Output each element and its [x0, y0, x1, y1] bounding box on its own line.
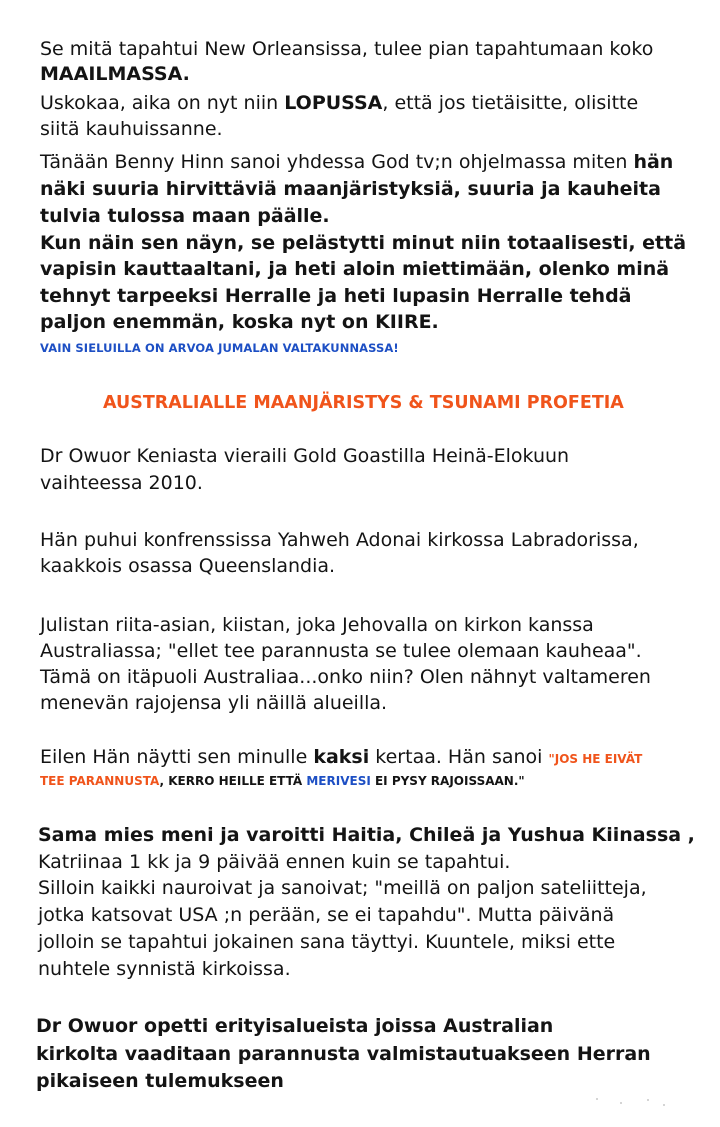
- paragraph-10-line-2: kirkolta vaaditaan parannusta valmistautuakseen Herran: [36, 1043, 651, 1065]
- text-run: , että jos tietäisitte, olisitte: [382, 92, 639, 114]
- paragraph-3-line-1: [40, 149, 673, 175]
- paragraph-7-line-2: Australiassa; "ellet tee parannusta se tulee olemaan kauheaa".: [40, 640, 642, 662]
- paragraph-9-line-5: jolloin se tapahtui jokainen sana täyttyi. Kuuntele, miksi ette: [38, 931, 616, 953]
- paragraph-1-line-2: MAAILMASSA.: [40, 63, 190, 85]
- paragraph-5-line-1: Dr Owuor Keniasta vieraili Gold Goastilla Heinä-Elokuun: [40, 445, 570, 467]
- paragraph-7-line-3: Tämä on itäpuoli Australiaa...onko niin? Olen nähnyt valtameren: [40, 666, 651, 688]
- paragraph-2-line-2: siitä kauhuissanne.: [40, 118, 223, 140]
- paragraph-10-line-3: pikaiseen tulemukseen: [36, 1070, 284, 1092]
- scan-speck: [663, 1104, 665, 1106]
- paragraph-9-line-1: Sama mies meni ja varoitti Haitia, Chileä ja Yushua Kiinassa ,: [38, 824, 695, 846]
- paragraph-1-line-1: Se mitä tapahtui New Orleansissa, tulee pian tapahtumaan koko: [40, 38, 654, 60]
- text-run: Eilen Hän näytti sen minulle: [40, 746, 314, 768]
- paragraph-6-line-1: Hän puhui konfrenssissa Yahweh Adonai kirkossa Labradorissa,: [40, 529, 639, 551]
- paragraph-7-line-4: menevän rajojensa yli näillä alueilla.: [40, 692, 388, 714]
- paragraph-9-line-4: jotka katsovat USA ;n perään, se ei tapahdu". Mutta päivänä: [38, 904, 615, 926]
- paragraph-5-line-2: vaihteessa 2010.: [40, 472, 203, 494]
- text-run: Tänään Benny Hinn sanoi yhdessa God tv;n ohjelmassa miten: [40, 151, 634, 173]
- paragraph-10-line-1: Dr Owuor opetti erityisalueista joissa Australian: [36, 1015, 554, 1037]
- paragraph-8-line-2: [40, 768, 525, 794]
- paragraph-4-line-1: Kun näin sen näyn, se pelästytti minut niin totaalisesti, että: [40, 232, 687, 254]
- paragraph-7-line-1: Julistan riita-asian, kiistan, joka Jehovalla on kirkon kanssa: [40, 614, 594, 636]
- scan-speck: [647, 1099, 649, 1101]
- paragraph-2-line-1: [40, 90, 638, 116]
- text-run: Uskokaa, aika on nyt niin: [40, 92, 285, 114]
- paragraph-4-line-4: paljon enemmän, koska nyt on KIIRE.: [40, 311, 439, 333]
- paragraph-6-line-2: kaakkois osassa Queenslandia.: [40, 555, 336, 577]
- quote-blue: MERIVESI: [306, 774, 371, 788]
- paragraph-9-line-2: Katriinaa 1 kk ja 9 päivää ennen kuin se tapahtui.: [38, 851, 511, 873]
- paragraph-3-line-3: tulvia tulossa maan päälle.: [40, 205, 330, 227]
- scan-speck: [620, 1102, 622, 1104]
- quote-orange: TEE PARANNUSTA: [40, 774, 160, 788]
- paragraph-4-line-2: vapisin kauttaaltani, ja heti aloin miettimään, olenko minä: [40, 258, 670, 280]
- section-heading: AUSTRALIALLE MAANJÄRISTYS & TSUNAMI PROFETIA: [103, 393, 624, 413]
- emphasis-lopussa: LOPUSSA: [284, 92, 383, 114]
- paragraph-3-line-2: näki suuria hirvittäviä maanjäristyksiä, suuria ja kauheita: [40, 178, 661, 200]
- quote-black: , KERRO HEILLE ETTÄ: [159, 774, 307, 788]
- quote-black: EI PYSY RAJOISSAAN.": [370, 774, 525, 788]
- text-run: kertaa. Hän sanoi: [369, 746, 549, 768]
- quote-orange: "JOS HE EIVÄT: [548, 752, 643, 766]
- text-run-bold: hän: [633, 151, 674, 173]
- scan-speck: [596, 1098, 598, 1100]
- paragraph-9-line-3: Silloin kaikki nauroivat ja sanoivat; "meillä on paljon sateliitteja,: [38, 877, 647, 899]
- paragraph-4-line-3: tehnyt tarpeeksi Herralle ja heti lupasin Herralle tehdä: [40, 285, 632, 307]
- emphasis-kaksi: kaksi: [313, 746, 370, 768]
- paragraph-9-line-6: nuhtele synnistä kirkoissa.: [38, 958, 291, 980]
- blue-note: VAIN SIELUILLA ON ARVOA JUMALAN VALTAKUNNASSA!: [40, 341, 399, 355]
